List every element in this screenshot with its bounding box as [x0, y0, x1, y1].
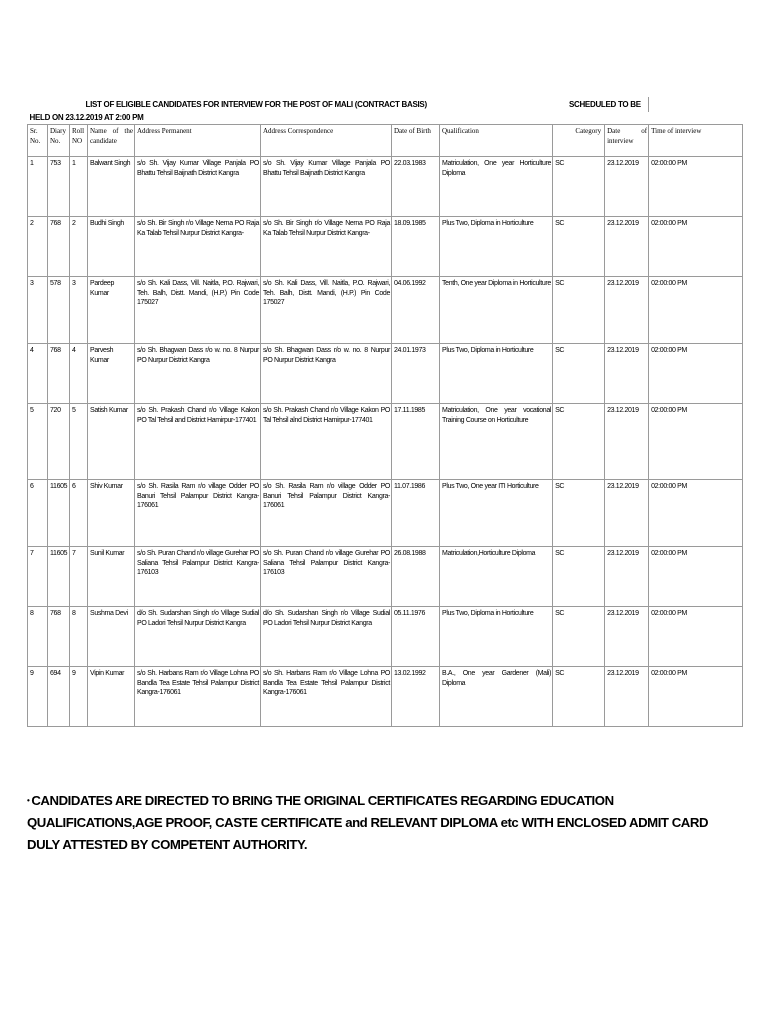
cell-address-correspondence: s/o Sh. Bhagwan Dass r/o w. no. 8 Nurpur PO Nurpur District Kangra — [261, 344, 392, 404]
cell-roll: 5 — [70, 404, 88, 480]
cell-sr: 4 — [28, 344, 48, 404]
cell-name: Parvesh Kumar — [88, 344, 135, 404]
col-category: Category — [553, 125, 605, 157]
cell-address-permanent: s/o Sh. Rasila Ram r/o village Odder PO Banuri Tehsil Palampur District Kangra-176061 — [135, 480, 261, 547]
cell-category: SC — [553, 404, 605, 480]
cell-interview-date: 23.12.2019 — [605, 547, 649, 607]
cell-address-permanent: d/o Sh. Sudarshan Singh r/o Village Sudial PO Ladori Tehsil Nurpur District Kangra — [135, 607, 261, 667]
table-row — [28, 344, 743, 404]
col-date: Date of interview — [605, 125, 649, 157]
table-row — [28, 277, 743, 344]
cell-roll: 6 — [70, 480, 88, 547]
table-header-row — [28, 125, 743, 157]
cell-interview-date: 23.12.2019 — [605, 667, 649, 727]
cell-address-correspondence: s/o Sh. Rasila Ram r/o village Odder PO Banuri Tehsil Palampur District Kangra-176061 — [261, 480, 392, 547]
cell-sr: 3 — [28, 277, 48, 344]
cell-name: Budhi Singh — [88, 217, 135, 277]
cell-interview-time: 02:00:00 PM — [649, 404, 743, 480]
candidates-table — [27, 97, 743, 727]
held-on-text: HELD ON 23.12.2019 AT 2:00 PM — [28, 112, 743, 125]
cell-qualification: Plus Two, Diploma in Horticulture — [440, 344, 553, 404]
cell-interview-date: 23.12.2019 — [605, 217, 649, 277]
cell-category: SC — [553, 547, 605, 607]
cell-interview-time: 02:00:00 PM — [649, 344, 743, 404]
scheduled-label: SCHEDULED TO BE — [568, 100, 641, 109]
cell-address-correspondence: s/o Sh. Harbans Ram r/o Village Lohna PO Bandla Tea Estate Tehsil Palampur District Kangra-176061 — [261, 667, 392, 727]
cell-diary: 768 — [48, 607, 70, 667]
cell-sr: 9 — [28, 667, 48, 727]
cell-address-permanent: s/o Sh. Puran Chand r/o village Gurehar PO Saliana Tehsil Palampur District Kangra-176103 — [135, 547, 261, 607]
cell-roll: 3 — [70, 277, 88, 344]
cell-qualification: Matriculation, One year vocational Training Course on Horticulture — [440, 404, 553, 480]
cell-interview-date: 23.12.2019 — [605, 277, 649, 344]
cell-category: SC — [553, 607, 605, 667]
cell-name: Sunil Kumar — [88, 547, 135, 607]
cell-interview-time: 02:00:00 PM — [649, 277, 743, 344]
cell-category: SC — [553, 277, 605, 344]
cell-address-correspondence: s/o Sh. Prakash Chand r/o Village Kakon PO Tal Tehsil alnd District Hamirpur-177401 — [261, 404, 392, 480]
col-dob: Date of Birth — [392, 125, 440, 157]
cell-qualification: Plus Two, Diploma in Horticulture — [440, 217, 553, 277]
cell-dob: 18.09.1985 — [392, 217, 440, 277]
cell-address-permanent: s/o Sh. Bir Singh r/o Village Nerna PO Raja Ka Talab Tehsil Nurpur District Kangra- — [135, 217, 261, 277]
table-row — [28, 404, 743, 480]
cell-diary: 694 — [48, 667, 70, 727]
cell-interview-date: 23.12.2019 — [605, 157, 649, 217]
col-diary: Diary No. — [48, 125, 70, 157]
cell-diary: 11605 — [48, 480, 70, 547]
cell-dob: 22.03.1983 — [392, 157, 440, 217]
cell-diary: 578 — [48, 277, 70, 344]
cell-roll: 2 — [70, 217, 88, 277]
cell-qualification: Plus Two, Diploma in Horticulture — [440, 607, 553, 667]
cell-qualification: B.A., One year Gardener (Mali) Diploma — [440, 667, 553, 727]
cell-interview-time: 02:00:00 PM — [649, 547, 743, 607]
table-row — [28, 217, 743, 277]
cell-name: Satish Kumar — [88, 404, 135, 480]
cell-interview-date: 23.12.2019 — [605, 480, 649, 547]
cell-name: Vipin Kumar — [88, 667, 135, 727]
cell-sr: 1 — [28, 157, 48, 217]
cell-category: SC — [553, 344, 605, 404]
cell-address-correspondence: s/o Sh. Bir Singh r/o Village Nerna PO Raja Ka Talab Tehsil Nurpur District Kangra- — [261, 217, 392, 277]
cell-name: Sushma Devi — [88, 607, 135, 667]
col-time: Time of interview — [649, 125, 743, 157]
cell-address-permanent: s/o Sh. Bhagwan Dass r/o w. no. 8 Nurpur PO Nurpur District Kangra — [135, 344, 261, 404]
cell-sr: 8 — [28, 607, 48, 667]
table-row — [28, 607, 743, 667]
cell-category: SC — [553, 667, 605, 727]
col-sr: Sr. No. — [28, 125, 48, 157]
cell-category: SC — [553, 217, 605, 277]
table-row — [28, 480, 743, 547]
cell-dob: 05.11.1976 — [392, 607, 440, 667]
cell-dob: 17.11.1985 — [392, 404, 440, 480]
cell-roll: 9 — [70, 667, 88, 727]
col-address-permanent: Address Permanent — [135, 125, 261, 157]
title-row — [28, 97, 743, 112]
col-address-correspondence: Address Correspondence — [261, 125, 392, 157]
cell-sr: 2 — [28, 217, 48, 277]
cell-address-permanent: s/o Sh. Harbans Ram r/o Village Lohna PO Bandla Tea Estate Tehsil Palampur District Kangra-176061 — [135, 667, 261, 727]
cell-roll: 8 — [70, 607, 88, 667]
cell-qualification: Matriculation, One year Horticulture Diploma — [440, 157, 553, 217]
held-on-row — [28, 112, 743, 125]
instruction-note — [27, 790, 742, 856]
cell-roll: 1 — [70, 157, 88, 217]
cell-interview-time: 02:00:00 PM — [649, 217, 743, 277]
cell-address-correspondence: s/o Sh. Vijay Kumar Village Panjala PO Bhattu Tehsil Baijnath District Kangra — [261, 157, 392, 217]
cell-diary: 11605 — [48, 547, 70, 607]
cell-interview-time: 02:00:00 PM — [649, 157, 743, 217]
cell-dob: 04.06.1992 — [392, 277, 440, 344]
cell-interview-date: 23.12.2019 — [605, 344, 649, 404]
cell-address-correspondence: d/o Sh. Sudarshan Singh r/o Village Sudial PO Ladori Tehsil Nurpur District Kangra — [261, 607, 392, 667]
col-roll: Roll NO — [70, 125, 88, 157]
cell-interview-time: 02:00:00 PM — [649, 667, 743, 727]
cell-diary: 768 — [48, 344, 70, 404]
cell-category: SC — [553, 480, 605, 547]
cell-roll: 7 — [70, 547, 88, 607]
cell-interview-date: 23.12.2019 — [605, 607, 649, 667]
cell-address-permanent: s/o Sh. Vijay Kumar Village Panjala PO Bhattu Tehsil Baijnath District Kangra — [135, 157, 261, 217]
cell-name: Balwant Singh — [88, 157, 135, 217]
cell-address-permanent: s/o Sh. Kali Dass, Vill. Naitla, P.O. Rajwari, Teh. Balh, Distt. Mandi, (H.P.) Pin Code 175027 — [135, 277, 261, 344]
cell-address-permanent: s/o Sh. Prakash Chand r/o Village Kakon PO Tal Tehsil and District Hamirpur-177401 — [135, 404, 261, 480]
cell-roll: 4 — [70, 344, 88, 404]
cell-diary: 768 — [48, 217, 70, 277]
col-name: Name of the candidate — [88, 125, 135, 157]
table-row — [28, 667, 743, 727]
cell-sr: 5 — [28, 404, 48, 480]
cell-category: SC — [553, 157, 605, 217]
cell-qualification: Tenth, One year Diploma in Horticulture — [440, 277, 553, 344]
cell-interview-date: 23.12.2019 — [605, 404, 649, 480]
cell-interview-time: 02:00:00 PM — [649, 607, 743, 667]
cell-dob: 13.02.1992 — [392, 667, 440, 727]
cell-address-correspondence: s/o Sh. Kali Dass, Vill. Naitla, P.O. Rajwari, Teh. Balh, Distt. Mandi, (H.P.) Pin Code 175027 — [261, 277, 392, 344]
cell-diary: 720 — [48, 404, 70, 480]
cell-dob: 24.01.1973 — [392, 344, 440, 404]
cell-qualification: Matriculation,Horticulture Diploma — [440, 547, 553, 607]
table-row — [28, 157, 743, 217]
bullet-icon: • — [27, 796, 30, 805]
document-page — [27, 97, 742, 727]
cell-sr: 7 — [28, 547, 48, 607]
cell-diary: 753 — [48, 157, 70, 217]
col-qualification: Qualification — [440, 125, 553, 157]
cell-address-correspondence: s/o Sh. Puran Chand r/o village Gurehar PO Saliana Tehsil Palampur District Kangra-176103 — [261, 547, 392, 607]
cell-name: Pardeep Kumar — [88, 277, 135, 344]
instruction-text: CANDIDATES ARE DIRECTED TO BRING THE ORIGINAL CERTIFICATES REGARDING EDUCATION QUALIFICATIONS,AGE PROOF, CASTE CERTIFICATE and RELEVANT DIPLOMA etc WITH ENCLOSED ADMIT CARD DULY ATTESTED BY COMPETENT AUTHORITY. — [27, 793, 709, 852]
cell-name: Shiv Kumar — [88, 480, 135, 547]
cell-dob: 26.08.1988 — [392, 547, 440, 607]
cell-qualification: Plus Two, One year ITI Horticulture — [440, 480, 553, 547]
cell-sr: 6 — [28, 480, 48, 547]
cell-dob: 11.07.1986 — [392, 480, 440, 547]
cell-interview-time: 02:00:00 PM — [649, 480, 743, 547]
table-row — [28, 547, 743, 607]
list-title: LIST OF ELIGIBLE CANDIDATES FOR INTERVIEW FOR THE POST OF MALI (CONTRACT BASIS) — [85, 100, 427, 109]
